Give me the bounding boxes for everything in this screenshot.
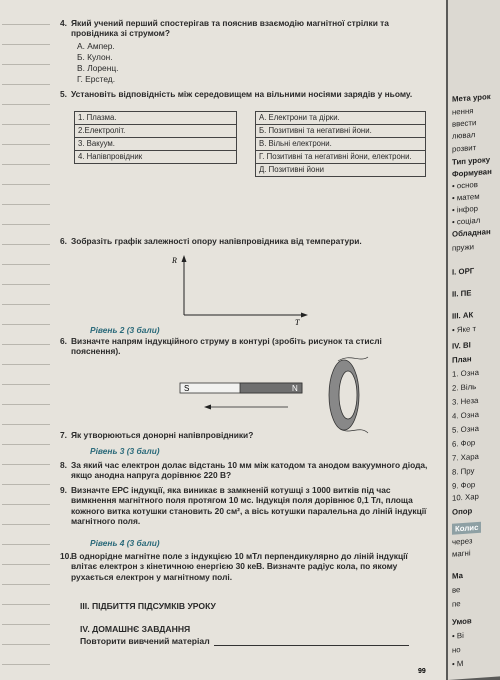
y-axis-label: R bbox=[172, 256, 177, 265]
question-number: 6. bbox=[60, 236, 67, 246]
right-page-fragment: 2. Віль bbox=[452, 382, 477, 393]
right-page-fragment: Колис bbox=[452, 522, 481, 535]
right-page-fragment: Формуван bbox=[452, 166, 492, 179]
option-b: Б. Кулон. bbox=[77, 52, 113, 62]
question-5 bbox=[60, 89, 430, 99]
table-right-cell: А. Електрони та дірки. bbox=[256, 112, 426, 125]
x-axis-arrow bbox=[301, 313, 308, 318]
page-number: 99 bbox=[418, 668, 426, 675]
right-page-fragment: • матем bbox=[452, 191, 480, 203]
question-text: Визначте напрям індукційного струму в контурі (зробіть рисунок та стислі пояснення). bbox=[71, 336, 382, 357]
right-page-fragment: Обладнан bbox=[452, 227, 491, 239]
pole-s-label: S bbox=[184, 384, 190, 393]
homework-line bbox=[80, 636, 409, 646]
question-6b bbox=[60, 336, 430, 357]
level-4-heading: Рівень 4 (3 бали) bbox=[90, 538, 160, 548]
right-page-fragment: Опор bbox=[452, 506, 473, 517]
right-page-fragment: II. ПЕ bbox=[452, 288, 472, 299]
right-page-fragment: Умов bbox=[452, 616, 472, 627]
question-text: В однорідне магнітне поле з індукцією 10 мТл перпендикулярно до ліній індукції влітає електрон з кінетичною енергією 30 кеВ. Визначте радіус кола, по якому рухається електрон у магнітному полі. bbox=[71, 551, 408, 582]
y-axis-arrow bbox=[182, 255, 187, 262]
right-page-fragment: ве bbox=[452, 585, 461, 595]
question-text: Визначте ЕРС індукції, яка виникає в замкненій котушці з 1000 витків під час вимкнення магнітного поля протягом 10 мс. Індукція поля дорівнює 0,1 Тл, площа кожного витка котушки становить 20 см², а вісь котушки паралельна до ліній індукції магнітного поля. bbox=[71, 485, 427, 527]
table-left-cell: 1. Плазма. bbox=[75, 112, 237, 125]
table-right-cell: Б. Позитивні та негативні йони. bbox=[256, 125, 426, 138]
option-a: А. Ампер. bbox=[77, 41, 115, 51]
right-page-fragment: • соціал bbox=[452, 215, 481, 227]
adjacent-page-edge bbox=[448, 0, 500, 680]
question-text: Як утворюються донорні напівпровідники? bbox=[71, 430, 254, 440]
right-page-fragment: через bbox=[452, 536, 473, 547]
level-2-heading: Рівень 2 (3 бали) bbox=[90, 325, 160, 335]
question-number: 9. bbox=[60, 485, 67, 495]
table-left-cell: 2.Електроліт. bbox=[75, 125, 237, 138]
right-page-fragment: 4. Озна bbox=[452, 409, 479, 421]
motion-arrow-head bbox=[204, 405, 211, 410]
question-text: Установіть відповідність між середовищем на вільними носіями зарядів у ньому. bbox=[71, 89, 413, 99]
right-page-fragment: IV. ВІ bbox=[452, 340, 471, 351]
right-page-fragment: 8. Пру bbox=[452, 466, 475, 477]
question-7 bbox=[60, 430, 430, 440]
question-8 bbox=[60, 460, 430, 481]
question-6a bbox=[60, 236, 430, 246]
margin-lines bbox=[0, 0, 52, 680]
right-page-fragment: 1. Озна bbox=[452, 367, 479, 379]
question-number: 4. bbox=[60, 18, 67, 28]
right-page-fragment: Ма bbox=[452, 570, 463, 581]
question-text: Зобразіть графік залежності опору напівпровідника від температури. bbox=[71, 236, 362, 246]
right-page-fragment: I. ОРГ bbox=[452, 266, 475, 277]
right-page-fragment: розвит bbox=[452, 143, 477, 154]
x-axis-label: T bbox=[295, 318, 300, 327]
right-page-fragment: 9. Фор bbox=[452, 480, 476, 491]
question-number: 8. bbox=[60, 460, 67, 470]
question-9 bbox=[60, 485, 430, 527]
option-d: Г. Ерстед. bbox=[77, 74, 116, 84]
table-left-cell: 3. Вакуум. bbox=[75, 138, 237, 151]
right-page-fragment: 6. Фор bbox=[452, 438, 476, 449]
matching-table bbox=[74, 111, 426, 177]
level-3-heading: Рівень 3 (3 бали) bbox=[90, 446, 160, 456]
pole-n-label: N bbox=[292, 384, 298, 393]
question-text: За який час електрон долає відстань 10 мм між катодом та анодом вакуумного діода, якщо анодна напруга дорівнює 220 В? bbox=[71, 460, 428, 481]
right-page-fragment: 7. Хара bbox=[452, 451, 479, 463]
right-page-fragment: 10. Хар bbox=[452, 491, 479, 503]
right-page-fragment: План bbox=[452, 354, 472, 365]
right-page-fragment: магні bbox=[452, 548, 471, 559]
right-page-fragment: нення bbox=[452, 106, 474, 117]
table-right-cell: Г. Позитивні та негативні йони, електрони. bbox=[256, 151, 426, 164]
right-page-fragment: • М bbox=[452, 658, 464, 669]
right-page-fragment: Мета урок bbox=[452, 92, 491, 104]
right-page-fragment: 3. Неза bbox=[452, 395, 479, 407]
question-text: Який учений перший спостерігав та пояснив взаємодію магнітної стрілки та провідника зі струмом? bbox=[71, 18, 389, 39]
section-homework-heading: IV. ДОМАШНЄ ЗАВДАННЯ bbox=[80, 624, 191, 634]
coil-ring-inner bbox=[339, 371, 357, 419]
right-page-fragment: но bbox=[452, 645, 461, 655]
homework-blank bbox=[214, 636, 409, 646]
table-left-cell: 4. Напівпровідник bbox=[75, 151, 237, 164]
question-number: 7. bbox=[60, 430, 67, 440]
table-right-cell: Д. Позитивні йони bbox=[256, 164, 426, 177]
right-page-fragment: • Яке т bbox=[452, 324, 477, 335]
homework-text: Повторити вивчений матеріал bbox=[80, 636, 210, 646]
resistance-graph-axes bbox=[172, 255, 310, 327]
magnet-coil-figure bbox=[178, 355, 368, 435]
right-page-fragment: • Ві bbox=[452, 630, 464, 641]
right-page-fragment: пе bbox=[452, 599, 461, 609]
question-10 bbox=[60, 551, 430, 582]
right-page-fragment: 5. Озна bbox=[452, 423, 479, 435]
right-page-fragment: пружи bbox=[452, 242, 475, 253]
table-right-cell: В. Вільні електрони. bbox=[256, 138, 426, 151]
option-c: В. Лоренц. bbox=[77, 63, 119, 73]
right-page-fragment: лювал bbox=[452, 130, 476, 141]
right-page-fragment: Тип уроку bbox=[452, 155, 491, 167]
right-page-fragment: • основ bbox=[452, 179, 478, 191]
section-summary-heading: III. ПІДБИТТЯ ПІДСУМКІВ УРОКУ bbox=[80, 601, 216, 611]
right-page-fragment: • інфор bbox=[452, 203, 479, 215]
right-page-fragment: III. АК bbox=[452, 310, 474, 321]
question-number: 6. bbox=[60, 336, 67, 346]
right-page-fragment: ввести bbox=[452, 118, 477, 129]
question-number: 5. bbox=[60, 89, 67, 99]
question-4 bbox=[60, 18, 430, 39]
question-number: 10. bbox=[60, 551, 72, 561]
